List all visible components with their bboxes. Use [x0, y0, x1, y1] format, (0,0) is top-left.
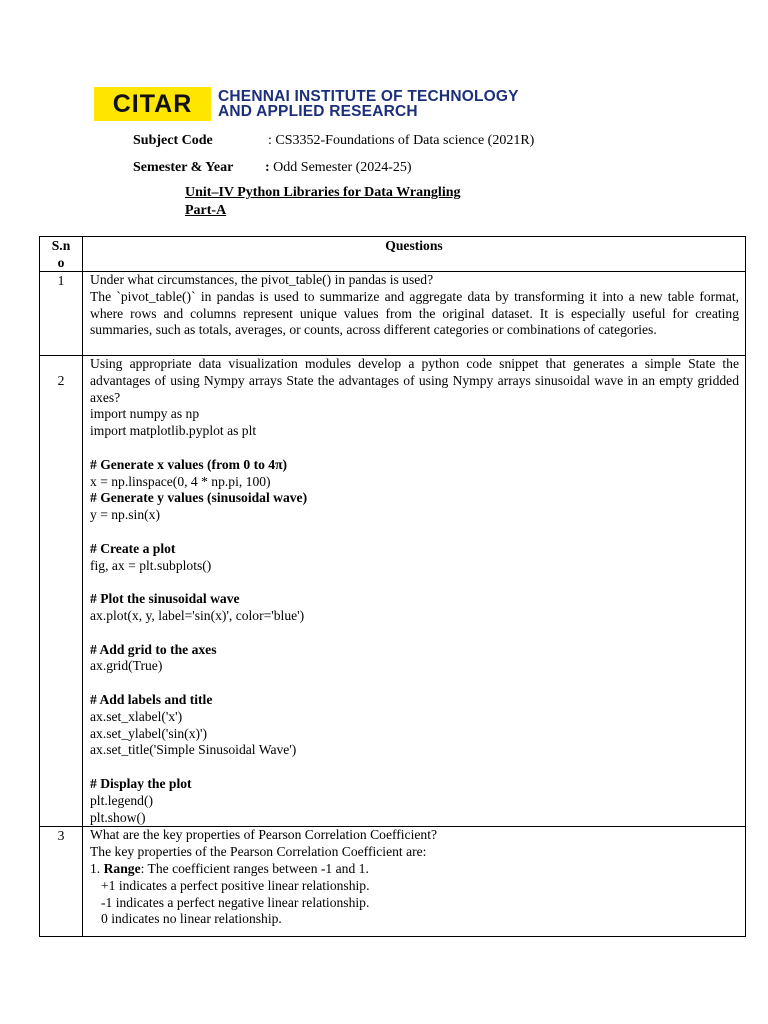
- subject-code-value: : CS3352-Foundations of Data science (2021R): [268, 133, 535, 148]
- code-line: ax.set_title('Simple Sinusoidal Wave'): [90, 742, 297, 758]
- table-row: [40, 272, 746, 356]
- citar-logo: [94, 87, 211, 121]
- code-comment: # Create a plot: [90, 540, 176, 556]
- code-comment: # Display the plot: [90, 775, 192, 791]
- institute-line-2: AND APPLIED RESEARCH: [218, 103, 418, 120]
- code-line: ax.set_ylabel('sin(x)'): [90, 725, 208, 741]
- part-title: Part-A: [185, 203, 227, 218]
- property-subitem: 0 indicates no linear relationship.: [101, 911, 282, 927]
- table-row: [40, 356, 746, 827]
- questions-table: [39, 236, 746, 937]
- institute-line-1: CHENNAI INSTITUTE OF TECHNOLOGY: [218, 88, 519, 105]
- unit-title: Unit–IV Python Libraries for Data Wrangling: [185, 185, 461, 200]
- question-cell: [83, 827, 746, 937]
- question-text: Using appropriate data visualization modules develop a python code snippet that generates a simple State the advantages of using Nympy arrays State the advantages of using Nympy arrays sinusoidal wave in an empty gridded axes?: [90, 356, 739, 405]
- code-line: import numpy as np: [90, 406, 200, 422]
- question-text: What are the key properties of Pearson Correlation Coefficient?: [90, 827, 438, 843]
- logo-text: CITAR: [112, 89, 193, 118]
- property-subitem: -1 indicates a perfect negative linear relationship.: [101, 894, 370, 910]
- questions-header: Questions: [83, 237, 746, 272]
- code-line: fig, ax = plt.subplots(): [90, 557, 212, 573]
- code-line: ax.grid(True): [90, 658, 163, 674]
- code-comment: # Generate x values (from 0 to 4π): [90, 456, 288, 472]
- table-header-row: [40, 237, 746, 272]
- question-number: 2: [40, 356, 83, 827]
- question-number: 3: [40, 827, 83, 937]
- subject-code-label: Subject Code: [133, 133, 213, 148]
- code-line: ax.plot(x, y, label='sin(x)', color='blue'): [90, 607, 305, 623]
- question-text: Under what circumstances, the pivot_table() in pandas is used?: [90, 272, 434, 287]
- code-comment: # Add labels and title: [90, 691, 213, 707]
- sno-header: S.n o: [40, 237, 83, 272]
- code-comment: # Add grid to the axes: [90, 641, 217, 657]
- question-number: 1: [40, 272, 83, 356]
- code-line: ax.set_xlabel('x'): [90, 708, 183, 724]
- code-line: import matplotlib.pyplot as plt: [90, 423, 257, 439]
- property-subitem: +1 indicates a perfect positive linear relationship.: [101, 877, 370, 893]
- semester-value: : Odd Semester (2024-25): [265, 160, 412, 175]
- code-line: plt.show(): [90, 809, 146, 825]
- code-comment: # Generate y values (sinusoidal wave): [90, 490, 308, 506]
- code-line: y = np.sin(x): [90, 507, 160, 523]
- code-comment: # Plot the sinusoidal wave: [90, 591, 240, 607]
- answer-text: The `pivot_table()` in pandas is used to summarize and aggregate data by transforming it into a new table format, where rows and columns represent unique values from the original dataset. It is especially useful for creating summaries, such as totals, averages, or counts, across different categories or combinations of categories.: [90, 288, 739, 338]
- semester-label: Semester & Year: [133, 160, 234, 175]
- question-cell: [83, 356, 746, 827]
- institute-name: [218, 89, 638, 119]
- property-item: 1. Range: The coefficient ranges between -1 and 1.: [90, 860, 369, 876]
- question-cell: [83, 272, 746, 356]
- table-row: [40, 827, 746, 937]
- answer-intro: The key properties of the Pearson Correlation Coefficient are:: [90, 844, 427, 860]
- code-line: x = np.linspace(0, 4 * np.pi, 100): [90, 473, 271, 489]
- code-line: plt.legend(): [90, 792, 154, 808]
